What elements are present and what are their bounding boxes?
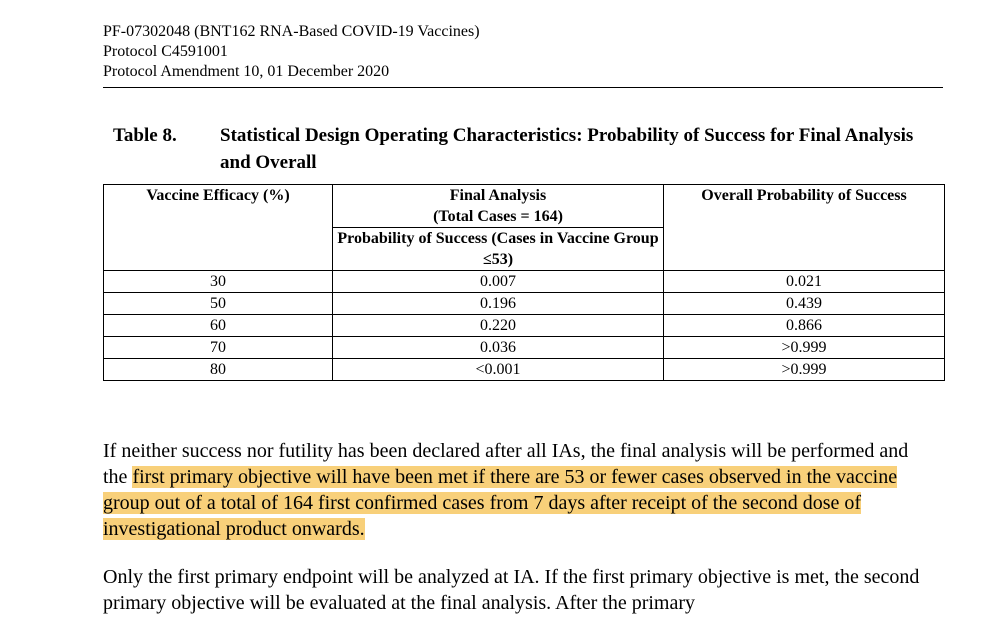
table-row [104,293,945,315]
cell-efficacy: 60 [104,315,333,337]
paragraph-final-analysis [103,438,933,542]
cell-final-probability: 0.220 [333,315,664,337]
table-header-row [104,185,945,228]
cell-overall-probability: >0.999 [664,359,945,381]
document-header [103,22,943,82]
header-protocol-line: Protocol C4591001 [103,43,228,60]
cell-final-probability: 0.036 [333,337,664,359]
highlighted-text: first primary objective will have been met if there are 53 or fewer cases observed in the vaccine group out of a total of 164 first confirmed cases from 7 days after receipt of the second dose of investigational product onwards. [103,466,898,540]
operating-characteristics-table [103,184,945,381]
cell-overall-probability: 0.021 [664,271,945,293]
cell-efficacy: 30 [104,271,333,293]
cell-overall-probability: >0.999 [664,337,945,359]
final-analysis-heading: Final Analysis [449,187,547,204]
cell-final-probability: 0.196 [333,293,664,315]
table-row [104,359,945,381]
paragraph-primary-endpoint: Only the first primary endpoint will be analyzed at IA. If the first primary objective is met, the second primary objective will be evaluated at the final analysis. After the primary [103,566,920,614]
cell-final-probability: 0.007 [333,271,664,293]
table-row [104,271,945,293]
cell-efficacy: 70 [104,337,333,359]
column-subheader-probability: Probability of Success (Cases in Vaccine Group ≤53) [333,228,664,271]
table-body [104,271,945,381]
header-amendment-line: Protocol Amendment 10, 01 December 2020 [103,63,390,80]
column-header-efficacy: Vaccine Efficacy (%) [104,185,333,271]
cell-overall-probability: 0.866 [664,315,945,337]
column-header-final-analysis [333,185,664,228]
table-title: Statistical Design Operating Characteristics: Probability of Success for Final Analysis and Overall [220,125,914,173]
cell-overall-probability: 0.439 [664,293,945,315]
header-product-line: PF-07302048 (BNT162 RNA-Based COVID-19 Vaccines) [103,23,480,40]
cell-final-probability: <0.001 [333,359,664,381]
paragraph-plain-text: If neither success nor futility has been declared after all IAs, the final analysis will be performed and the [103,440,909,488]
column-header-overall: Overall Probability of Success [664,185,945,271]
table-label: Table 8. [113,125,177,146]
header-divider [103,87,943,88]
cell-efficacy: 50 [104,293,333,315]
table-row [104,337,945,359]
table-row [104,315,945,337]
total-cases-heading: (Total Cases = 164) [433,208,563,225]
cell-efficacy: 80 [104,359,333,381]
